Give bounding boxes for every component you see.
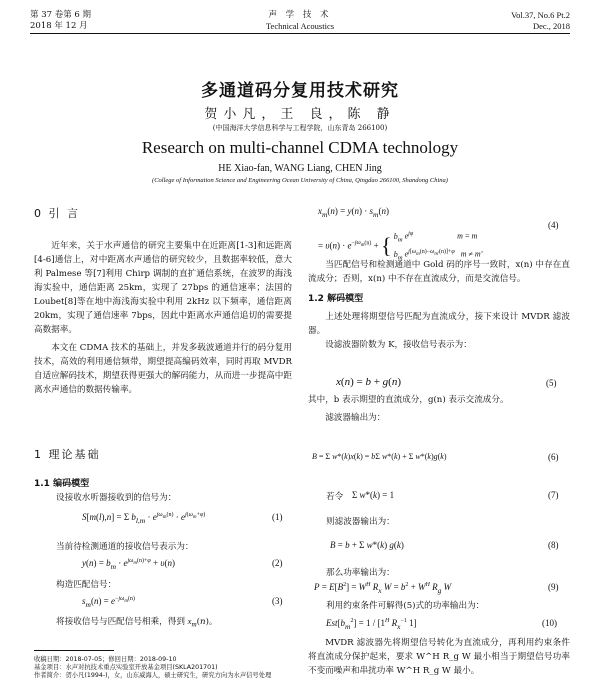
subsection-heading-encoding: 1.1 编码模型 — [34, 479, 90, 489]
text-filter-output: 滤波器输出为： — [325, 413, 386, 423]
equation-5-number: (5) — [546, 378, 557, 388]
text-gold-code: 当匹配信号和检测通道中 Gold 码的序号一致时，x(n) 中存在直流成分；否则，x(n) 中不存在直流成分，而是交流信号。 — [308, 260, 570, 284]
paper-title-en: Research on multi-channel CDMA technology — [141, 138, 459, 157]
text-filter-order: 设滤波器阶数为 K，接收信号表示为： — [325, 340, 472, 350]
equation-3: $s_m(n) = e^{-j\omega_m(n)}$ — [82, 596, 135, 609]
equation-10-number: (10) — [542, 618, 557, 628]
text-mvdr-summary: MVDR 滤波器先将期望信号转化为直流成分，再利用约束条件将直流成分保护起来，要求 W^H R_g W 最小相当于期望信号功率不变而噪声和串扰功率 W^H R_g W 最小。 — [308, 638, 570, 676]
right-column-lower — [308, 636, 570, 678]
footnote-bio: 作者简介：贺小凡(1994-)，女，山东威海人，硕士研究生，研究方向为水声信号处理 — [34, 672, 272, 680]
equation-1-number: (1) — [272, 512, 283, 522]
right-column-upper — [308, 258, 570, 352]
text-if: 若令 — [326, 492, 344, 502]
equation-1: S[m(l),n] = Σ $b_{l,m} \cdot e^{j\omega_m(n)} \cdot e^{j(\omega_m+\varphi)}$ — [82, 512, 206, 525]
right-column-middle — [308, 393, 570, 425]
equation-8: B = b + Σ w*(k) g(k) — [330, 540, 404, 550]
text-multiply: 将接收信号与匹配信号相乘，得到 $x_m(n)$。 — [56, 616, 218, 629]
text-current-channel: 当前待检测通道的接收信号表示为： — [56, 542, 194, 552]
equation-9: $P = E[B^2] = W^H$ $R_x$ $W = b^2 + W^H$ $R_g$ W — [314, 582, 452, 595]
equation-2-number: (2) — [272, 558, 283, 568]
subsection-heading-decoding: 1.2 解码模型 — [308, 294, 364, 304]
equation-4-line1: $x_m(n) = y(n) \cdot s_m(n)$ — [318, 206, 389, 219]
equation-6-number: (6) — [548, 452, 559, 462]
equation-8-number: (8) — [548, 540, 559, 550]
affiliation-cn: (中国海洋大学信息科学与工程学院，山东青岛 266100) — [212, 124, 388, 132]
section-heading-intro: 0 引 言 — [34, 207, 80, 220]
footnote-fund: 基金项目：水声对抗技术重点实验室开放基金项目(SKLA201701) — [34, 664, 218, 672]
equation-6: B = Σ w*(k)x(k) = bΣ w*(k) + Σ w*(k)g(k) — [312, 452, 447, 461]
journal-date-en: Dec., 2018 — [532, 21, 570, 31]
left-column — [34, 207, 292, 397]
text-multiply-label: 将接收信号与匹配信号相乘，得到 — [56, 617, 185, 627]
equation-5: x(n) = b + g(n) — [336, 376, 401, 388]
journal-name-en: Technical Acoustics — [265, 21, 335, 31]
equation-2: $y(n) = b_m \cdot e^{j\omega_m(n)+\varphi} + \upsilon(n)$ — [82, 558, 175, 571]
equation-7-number: (7) — [548, 490, 559, 500]
journal-volume-cn: 第 37 卷第 6 期 — [30, 10, 92, 20]
footnote — [34, 656, 296, 681]
equation-4-number: (4) — [548, 220, 559, 230]
intro-paragraph-1: 近年来，关于水声通信的研究主要集中在近距离[1-3]和远距离[4-6]通信上，对中距离水声通信的研究较少，且数据率较低，意大利 Palmese 等[7]利用 Chirp 调制的直扩通信系统，在波罗的海浅海实验中，通信距离 25km，实现了 27bps 的通信速率；法国的 Loubet[8]等在地中海浅海实验中利用 2kHz 以下频率，通信距离 20km，实现了通信速率 7bps，因此中距离水声通信追切的需要提高数据率。 — [34, 241, 292, 335]
text-received-signal: 设接收水听器接收到的信号为： — [56, 493, 177, 503]
text-decode-model: 上述处理将期望信号匹配为直流成分，接下来设计 MVDR 滤波器。 — [308, 312, 570, 336]
affiliation-en: (College of Information Science and Engineering Ocean University of China, Qingdao 266100, Shandong China) — [152, 177, 448, 184]
equation-10: $Est[b_m^2] = 1 / [1^H$ $R_x^{-1}$ 1] — [326, 618, 417, 631]
section-heading-theory: 1 理论基础 — [34, 448, 101, 461]
equation-9-number: (9) — [548, 582, 559, 592]
equation-4-line2: = $\upsilon(n) \cdot e^{-j\omega_m(n)}$ + { $b_m$ $e^{j\varphi}$ m = m $b_m$ $e^{j[\omega_m(n)-\omega_{m'}(n)]+\varphi}$ m ≠ m' — [318, 231, 483, 262]
text-where-b: 其中，b 表示期望的直流成分，g(n) 表示交流成分。 — [308, 395, 509, 405]
text-constraint: 利用约束条件可解得(5)式的功率输出为： — [326, 601, 485, 611]
footnote-rule — [34, 650, 114, 651]
journal-name-cn: 声 学 技 术 — [268, 10, 332, 20]
intro-paragraph-2: 本文在 CDMA 技术的基础上，并发多载波通道并行的码分复用技术，高效的利用通信频带，期望提高编码效率，同时再取 MVDR 自适应解码技术，期望获得更强大的解码能力，从而进一步提高中距离水声通信的数据传输率。 — [34, 343, 292, 395]
equation-3-number: (3) — [272, 596, 283, 606]
text-then: 则滤波器输出为： — [326, 517, 395, 527]
journal-date-cn: 2018 年 12 月 — [30, 21, 88, 31]
header-rule — [30, 33, 570, 34]
authors-cn: 贺小凡，王 良，陈 静 — [204, 107, 396, 122]
journal-volume-en: Vol.37, No.6 Pt.2 — [511, 10, 570, 20]
footnote-received: 收稿日期：2018-07-05；修回日期：2018-09-10 — [34, 656, 177, 663]
equation-7: Σ w*(k) = 1 — [352, 490, 395, 500]
text-matched-signal: 构造匹配信号： — [56, 580, 117, 590]
paper-title-cn: 多通道码分复用技术研究 — [201, 81, 399, 101]
text-power: 那么功率输出为： — [326, 568, 395, 578]
authors-en: HE Xiao-fan, WANG Liang, CHEN Jing — [218, 163, 382, 174]
